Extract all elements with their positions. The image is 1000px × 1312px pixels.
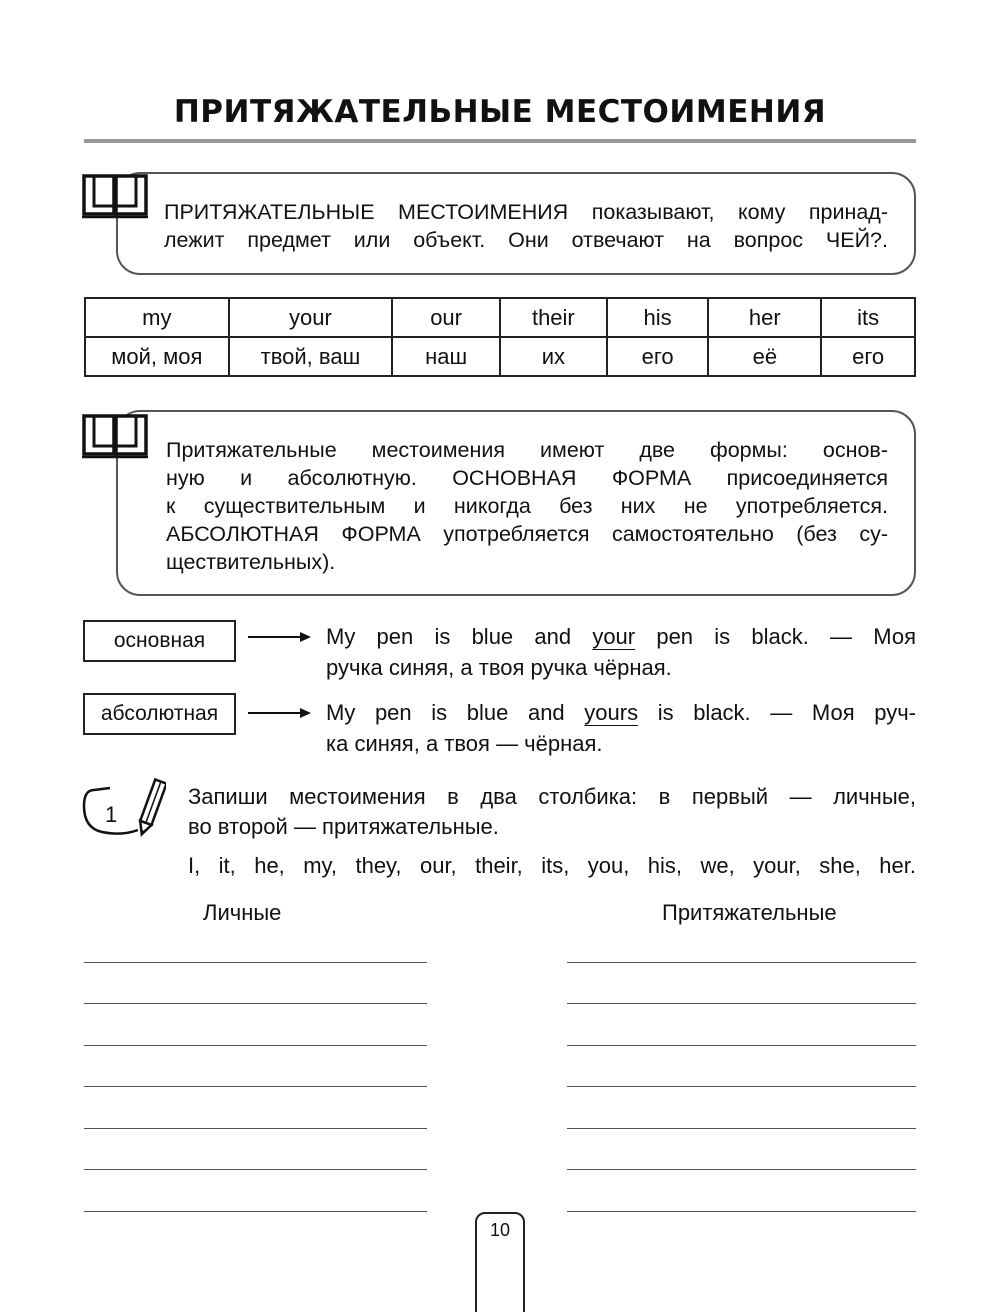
arrow-right-icon xyxy=(248,630,312,644)
example-text: is black. — Моя руч- xyxy=(638,700,916,725)
task-instruction-line: Запиши местоимения в два столбика: в первый — личные, xyxy=(188,784,916,809)
column-heading-possessive: Притяжательные xyxy=(662,900,837,925)
example-basic xyxy=(326,621,916,683)
writing-line[interactable] xyxy=(84,1086,427,1087)
writing-line[interactable] xyxy=(567,1086,916,1087)
table-cell: their xyxy=(500,298,607,337)
example-text: pen is black. — Моя xyxy=(635,624,916,649)
underlined-pronoun: yours xyxy=(584,700,639,725)
table-cell: your xyxy=(229,298,393,337)
writing-line[interactable] xyxy=(84,1211,427,1212)
writing-line[interactable] xyxy=(84,1169,427,1170)
table-cell: наш xyxy=(392,337,500,376)
table-cell: her xyxy=(708,298,821,337)
writing-line[interactable] xyxy=(84,962,427,963)
info-line: ную и абсолютную. ОСНОВНАЯ ФОРМА присоединяется xyxy=(166,466,888,490)
example-translation: ка синяя, а твоя — чёрная. xyxy=(326,731,603,756)
table-cell: his xyxy=(607,298,709,337)
table-row-russian xyxy=(85,337,915,376)
info-line: ществительных). xyxy=(166,550,336,574)
task-word-list: I, it, he, my, they, our, their, its, you, his, we, your, she, her. xyxy=(188,853,916,878)
writing-line[interactable] xyxy=(567,1169,916,1170)
table-cell: её xyxy=(708,337,821,376)
table-row-english xyxy=(85,298,915,337)
info-box-forms xyxy=(116,410,916,596)
table-cell: its xyxy=(821,298,915,337)
arrow-right-icon xyxy=(248,706,312,720)
writing-line[interactable] xyxy=(84,1128,427,1129)
table-cell: его xyxy=(821,337,915,376)
task-number: 1 xyxy=(105,802,118,827)
pronoun-table xyxy=(84,297,916,377)
table-cell: мой, моя xyxy=(85,337,229,376)
book-icon xyxy=(80,172,150,222)
table-cell: my xyxy=(85,298,229,337)
writing-line[interactable] xyxy=(567,1003,916,1004)
table-cell: твой, ваш xyxy=(229,337,393,376)
info-line: Притяжательные местоимения имеют две формы: основ- xyxy=(166,438,888,462)
example-text: My pen is blue and xyxy=(326,700,585,725)
writing-line[interactable] xyxy=(84,1045,427,1046)
page-title: ПРИТЯЖАТЕЛЬНЫЕ МЕСТОИМЕНИЯ xyxy=(173,94,827,130)
writing-line[interactable] xyxy=(567,1045,916,1046)
info-line: АБСОЛЮТНАЯ ФОРМА употребляется самостоятельно (без су- xyxy=(166,522,888,546)
task-instruction-line: во второй — притяжательные. xyxy=(188,814,499,839)
example-line xyxy=(326,621,916,652)
form-label-absolute: абсолютная xyxy=(83,693,236,735)
writing-line[interactable] xyxy=(84,1003,427,1004)
table-cell: our xyxy=(392,298,500,337)
info-box-definition xyxy=(116,172,916,275)
title-divider xyxy=(84,139,916,143)
example-translation: ручка синяя, а твоя ручка чёрная. xyxy=(326,655,672,680)
book-icon xyxy=(80,412,150,462)
underlined-pronoun: your xyxy=(592,624,636,649)
page-number: 10 xyxy=(489,1220,511,1240)
writing-line[interactable] xyxy=(567,1211,916,1212)
pencil-task-icon xyxy=(80,776,166,842)
column-heading-personal: Личные xyxy=(203,900,282,925)
example-line xyxy=(326,697,916,728)
example-absolute xyxy=(326,697,916,759)
writing-line[interactable] xyxy=(567,962,916,963)
info-line: лежит предмет или объект. Они отвечают на вопрос ЧЕЙ?. xyxy=(164,228,888,252)
task-instruction xyxy=(188,782,916,842)
example-text: My pen is blue and xyxy=(326,624,593,649)
table-cell: его xyxy=(607,337,709,376)
writing-line[interactable] xyxy=(567,1128,916,1129)
form-label-basic: основная xyxy=(83,620,236,662)
info-line: ПРИТЯЖАТЕЛЬНЫЕ МЕСТОИМЕНИЯ показывают, кому принад- xyxy=(164,200,888,224)
info-line: к существительным и никогда без них не употребляется. xyxy=(166,494,888,518)
table-cell: их xyxy=(500,337,607,376)
